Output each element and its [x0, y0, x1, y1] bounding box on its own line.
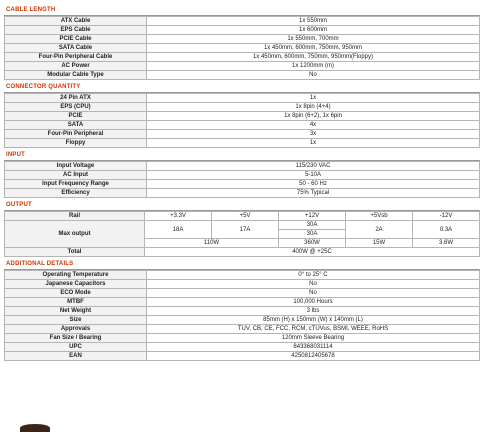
table-row: [5, 334, 480, 343]
row-label: Floppy: [5, 139, 147, 148]
row-label: Input Frequency Range: [5, 180, 147, 189]
row-value: 5-10A: [147, 171, 480, 180]
rail-3v3: +3.3V: [145, 212, 212, 221]
table-row: [5, 298, 480, 307]
row-value: 1x 8pin (6+2), 1x 6pin: [147, 112, 480, 121]
watts-3v3-5v: 110W: [145, 239, 279, 248]
row-label: Four-Pin Peripheral Cable: [5, 53, 147, 62]
table-row: [5, 162, 480, 171]
table-row: [5, 44, 480, 53]
amps-5v: 17A: [212, 221, 279, 239]
input-table: [4, 161, 480, 198]
row-value: 843368031114: [147, 343, 480, 352]
row-label: Efficiency: [5, 189, 147, 198]
row-value: 0° to 25° C: [147, 271, 480, 280]
table-row: [5, 221, 480, 230]
table-row: [5, 307, 480, 316]
row-value: 1x 8pin (4+4): [147, 103, 480, 112]
row-value: No: [147, 289, 480, 298]
additional-details-heading: ADDITIONAL DETAILS: [4, 260, 480, 270]
row-value: 1x 600mm: [147, 26, 480, 35]
cable-length-table: [4, 16, 480, 80]
row-value: 4250812405678: [147, 352, 480, 361]
row-label: EPS Cable: [5, 26, 147, 35]
row-value: 1x 1200mm (m): [147, 62, 480, 71]
row-label: Fan Size / Bearing: [5, 334, 147, 343]
max-output-label: Max output: [5, 221, 145, 248]
row-label: ECO Mode: [5, 289, 147, 298]
row-label: Input Voltage: [5, 162, 147, 171]
row-value: No: [147, 71, 480, 80]
spec-sheet: [4, 3, 480, 361]
table-row: [5, 53, 480, 62]
table-row: [5, 35, 480, 44]
footer-decoration: [20, 424, 50, 432]
row-value: 85mm (H) x 150mm (W) x 140mm (L): [147, 316, 480, 325]
row-label: ATX Cable: [5, 17, 147, 26]
row-label: UPC: [5, 343, 147, 352]
table-row: [5, 180, 480, 189]
row-value: 1x 550mm: [147, 17, 480, 26]
row-value: 1x 450mm, 600mm, 750mm, 950mm: [147, 44, 480, 53]
row-label: Net Weight: [5, 307, 147, 316]
amps-3v3: 18A: [145, 221, 212, 239]
row-value: 115/230 VAC: [147, 162, 480, 171]
table-row: [5, 325, 480, 334]
table-row: [5, 94, 480, 103]
table-row: [5, 171, 480, 180]
table-row: [5, 17, 480, 26]
output-table: [4, 211, 480, 257]
row-label: EPS (CPU): [5, 103, 147, 112]
table-row: [5, 271, 480, 280]
row-label: AC Input: [5, 171, 147, 180]
table-row: [5, 289, 480, 298]
row-value: 1x: [147, 94, 480, 103]
row-value: 120mm Sleeve Bearing: [147, 334, 480, 343]
row-label: Approvals: [5, 325, 147, 334]
table-row: [5, 71, 480, 80]
row-label: EAN: [5, 352, 147, 361]
watts-m12v: 3.6W: [413, 239, 480, 248]
row-value: TUV, CB, CE, FCC, RCM, cTUVus, BSMI, WEEE, RoHS: [147, 325, 480, 334]
table-row: [5, 280, 480, 289]
total-value: 400W @ +25C: [145, 248, 480, 257]
table-row: [5, 316, 480, 325]
row-label: 24 Pin ATX: [5, 94, 147, 103]
row-label: PCIE Cable: [5, 35, 147, 44]
amps-5vsb: 2A: [346, 221, 413, 239]
table-row: [5, 189, 480, 198]
additional-details-table: [4, 270, 480, 361]
row-value: 3x: [147, 130, 480, 139]
table-row: [5, 26, 480, 35]
watts-12v: 360W: [279, 239, 346, 248]
row-value: 4x: [147, 121, 480, 130]
row-label: SATA: [5, 121, 147, 130]
row-value: No: [147, 280, 480, 289]
output-heading: OUTPUT: [4, 201, 480, 211]
row-label: Modular Cable Type: [5, 71, 147, 80]
rail-m12v: -12V: [413, 212, 480, 221]
row-label: SATA Cable: [5, 44, 147, 53]
cable-length-heading: CABLE LENGTH: [4, 6, 480, 16]
table-row: [5, 103, 480, 112]
amps-m12v: 0.3A: [413, 221, 480, 239]
amps-12v-a: 30A: [279, 221, 346, 230]
watts-5vsb: 15W: [346, 239, 413, 248]
row-value: 1x 550mm, 700mm: [147, 35, 480, 44]
rail-12v: +12V: [279, 212, 346, 221]
row-value: 3 lbs: [147, 307, 480, 316]
row-label: Four-Pin Peripheral: [5, 130, 147, 139]
connector-quantity-heading: CONNECTOR QUANTITY: [4, 83, 480, 93]
rail-5v: +5V: [212, 212, 279, 221]
row-label: PCIE: [5, 112, 147, 121]
row-value: 1x 450mm, 600mm, 750mm, 950mm(Floppy): [147, 53, 480, 62]
total-label: Total: [5, 248, 145, 257]
amps-12v-b: 30A: [279, 230, 346, 239]
table-row: [5, 343, 480, 352]
row-value: 75% Typical: [147, 189, 480, 198]
table-row: [5, 139, 480, 148]
row-value: 50 - 60 Hz: [147, 180, 480, 189]
row-value: 100,000 Hours: [147, 298, 480, 307]
row-label: MTBF: [5, 298, 147, 307]
table-row: [5, 62, 480, 71]
connector-quantity-table: [4, 93, 480, 148]
table-row: [5, 248, 480, 257]
row-label: Operating Temperature: [5, 271, 147, 280]
row-label: Japanese Capacitors: [5, 280, 147, 289]
row-label: Size: [5, 316, 147, 325]
table-row: [5, 121, 480, 130]
row-label: AC Power: [5, 62, 147, 71]
rail-5vsb: +5Vsb: [346, 212, 413, 221]
row-value: 1x: [147, 139, 480, 148]
input-heading: INPUT: [4, 151, 480, 161]
table-row: [5, 130, 480, 139]
table-row: [5, 112, 480, 121]
table-row: [5, 352, 480, 361]
rail-label: Rail: [5, 212, 145, 221]
table-row: [5, 212, 480, 221]
